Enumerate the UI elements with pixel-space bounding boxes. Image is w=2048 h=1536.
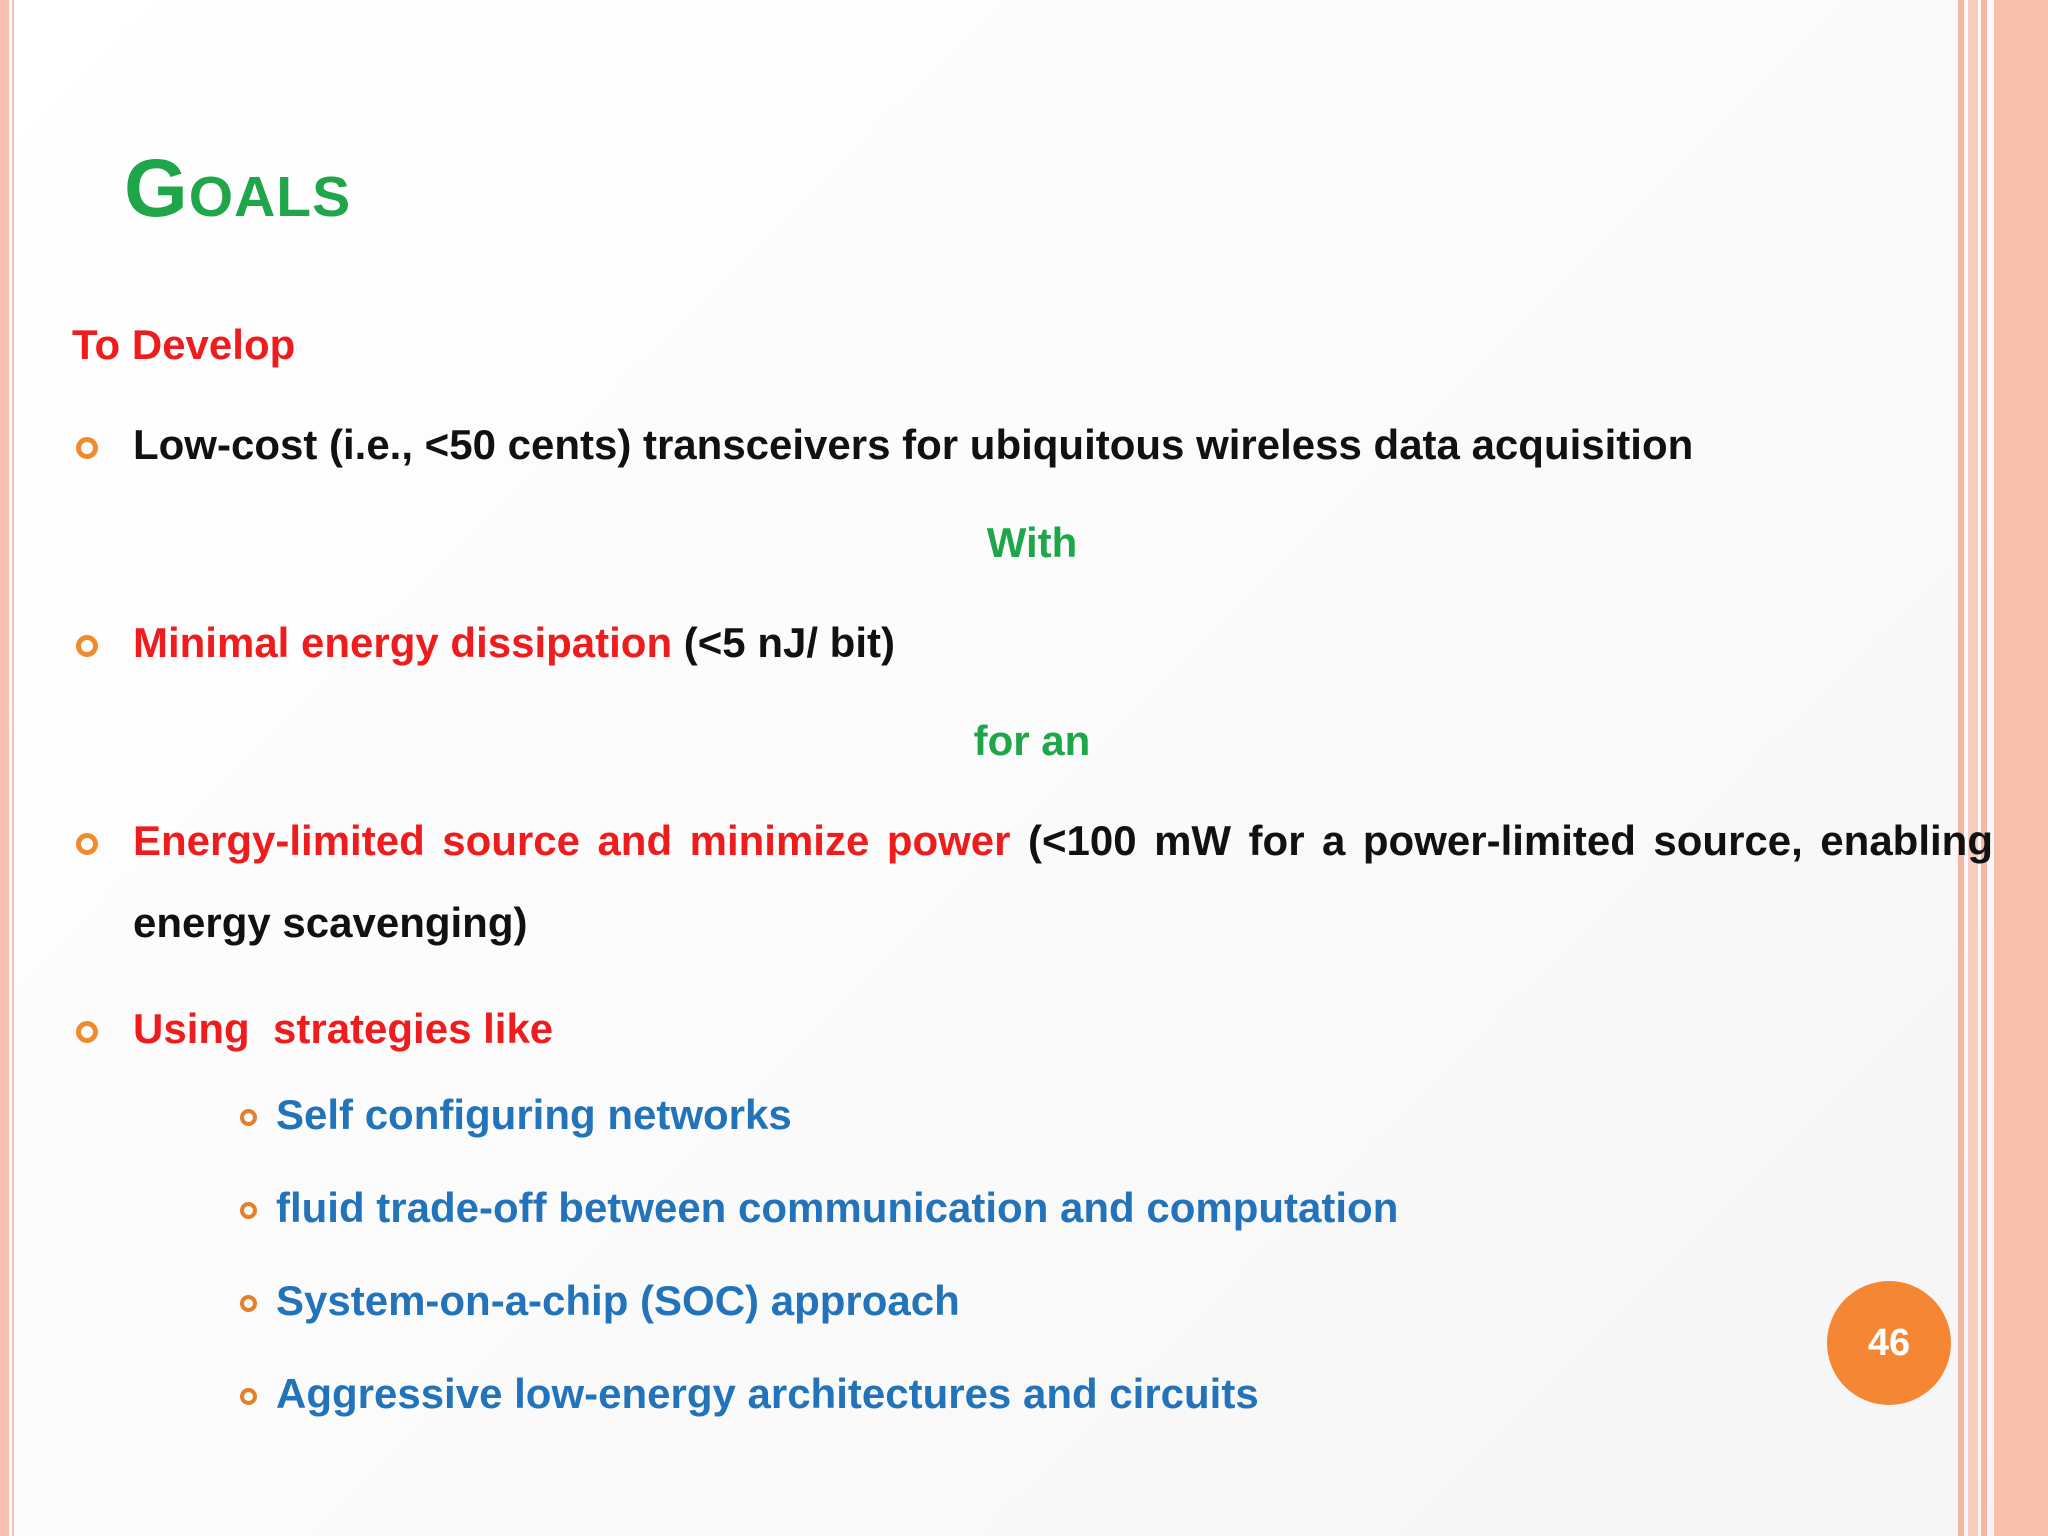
bullet-icon (76, 635, 98, 657)
connector-for-an: for an (973, 717, 1091, 764)
intro-text: To Develop (72, 321, 296, 368)
emphasis-text: Minimal energy dissipation (133, 619, 673, 666)
sub-bullet-icon (240, 1109, 257, 1126)
emphasis-text: Energy-limited source and minimize power (133, 817, 1011, 864)
right-decor-bar (1994, 0, 2048, 1536)
bullet-icon (76, 437, 98, 459)
slide-title: Goals (124, 143, 352, 234)
bullet-energy-limited (133, 800, 1993, 964)
connector-with: With (986, 519, 1078, 566)
detail-text: (<100 mW for a power-limited source, enabling energy scavenging) (133, 817, 1993, 946)
sub-bullet-icon (240, 1295, 257, 1312)
bullet-icon (76, 833, 98, 855)
left-decor-bar (0, 0, 9, 1536)
right-decor-bar (1958, 0, 1964, 1536)
left-decor-line (12, 0, 14, 1536)
strategy-item: Self configuring networks (276, 1091, 792, 1138)
right-decor-bar (1968, 0, 1978, 1536)
bullet-icon (76, 1021, 98, 1043)
strategy-item: System-on-a-chip (SOC) approach (276, 1277, 960, 1324)
sub-bullet-icon (240, 1202, 257, 1219)
right-decor-bar (1981, 0, 1987, 1536)
strategy-item: Aggressive low-energy architectures and circuits (276, 1370, 1259, 1417)
strategy-item: fluid trade-off between communication and computation (276, 1184, 1399, 1231)
sub-bullet-icon (240, 1388, 257, 1405)
page-number-badge: 46 (1827, 1281, 1951, 1405)
bullet-low-cost: Low-cost (i.e., <50 cents) transceivers for ubiquitous wireless data acquisition (133, 421, 1694, 468)
bullet-using-strategies: Using strategies like (133, 1005, 554, 1052)
detail-text: (<5 nJ/ bit) (672, 619, 895, 666)
bullet-minimal-energy (133, 618, 895, 668)
